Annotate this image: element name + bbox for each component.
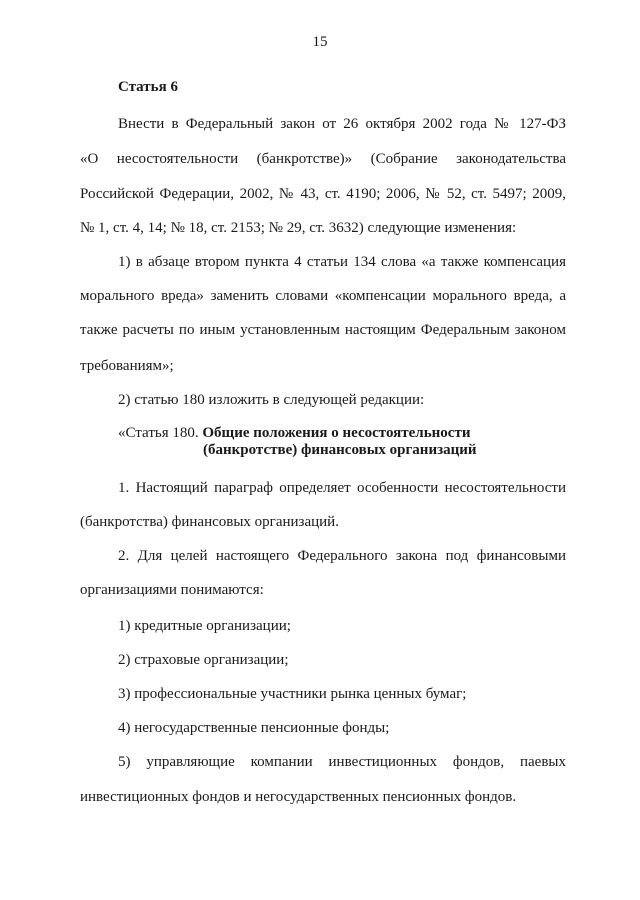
item1-line-3: также расчеты по иным установленным настоящим Федеральным законом (80, 322, 566, 338)
article-title: Статья 6 (118, 79, 178, 95)
page-number: 15 (312, 34, 328, 50)
intro-line-4: № 1, ст. 4, 14; № 18, ст. 2153; № 29, ст. 3632) следующие изменения: (80, 220, 517, 236)
item1-line-4: требованиям»; (80, 358, 174, 374)
para1-line-1: 1. Настоящий параграф определяет особенности несостоятельности (118, 480, 566, 496)
item1-line-2: морального вреда» заменить словами «компенсации морального вреда, а (80, 288, 566, 304)
para1-line-2: (банкротства) финансовых организаций. (80, 514, 339, 530)
item1-line-1: 1) в абзаце втором пункта 4 статьи 134 слова «а также компенсация (118, 254, 566, 270)
intro-line-3: Российской Федерации, 2002, № 43, ст. 4190; 2006, № 52, ст. 5497; 2009, (80, 186, 566, 202)
new-article-title-line-1: Общие положения о несостоятельности (202, 425, 471, 441)
new-article-prefix: «Статья 180. (118, 425, 199, 441)
list-item-1: 1) кредитные организации; (118, 618, 291, 634)
intro-line-1: Внести в Федеральный закон от 26 октября 2002 года № 127-ФЗ (118, 116, 566, 132)
intro-line-2: «О несостоятельности (банкротстве)» (Собрание законодательства (80, 151, 566, 167)
item5-line-2: инвестиционных фондов и негосударственных пенсионных фондов. (80, 789, 517, 805)
para2-line-1: 2. Для целей настоящего Федерального закона под финансовыми (118, 548, 566, 564)
item5-line-1: 5) управляющие компании инвестиционных фондов, паевых (118, 754, 566, 770)
new-article-heading (118, 424, 470, 442)
para2-line-2: организациями понимаются: (80, 582, 264, 598)
item2-line: 2) статью 180 изложить в следующей редакции: (118, 392, 425, 408)
new-article-title-line-2: (банкротстве) финансовых организаций (203, 442, 477, 458)
list-item-4: 4) негосударственные пенсионные фонды; (118, 720, 390, 736)
list-item-3: 3) профессиональные участники рынка ценных бумаг; (118, 686, 467, 702)
list-item-2: 2) страховые организации; (118, 652, 289, 668)
